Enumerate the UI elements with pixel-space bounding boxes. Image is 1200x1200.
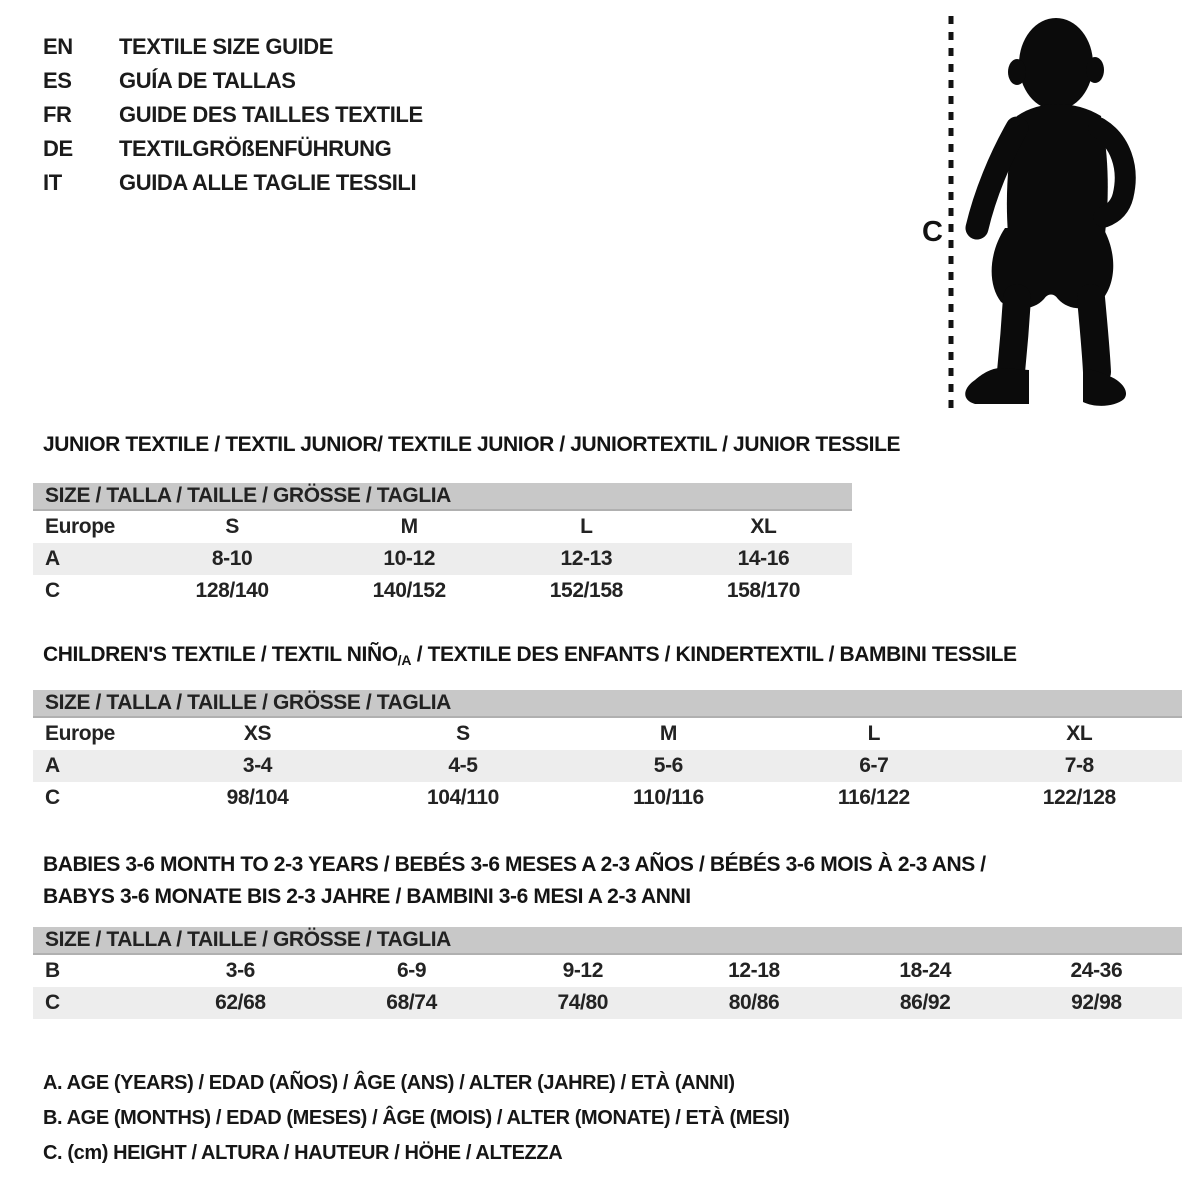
size-header-bar: SIZE / TALLA / TAILLE / GRÖSSE / TAGLIA bbox=[33, 690, 1182, 718]
months-cell: 9-12 bbox=[562, 959, 603, 982]
children-title-subscript: /A bbox=[397, 652, 412, 668]
height-cell: 116/122 bbox=[837, 786, 910, 809]
size-cell: XS bbox=[243, 722, 272, 745]
size-header-bar: SIZE / TALLA / TAILLE / GRÖSSE / TAGLIA bbox=[33, 927, 1182, 955]
size-header-bar: SIZE / TALLA / TAILLE / GRÖSSE / TAGLIA bbox=[33, 483, 852, 511]
height-cell: 62/68 bbox=[215, 991, 266, 1014]
babies-size-table bbox=[33, 927, 1182, 1019]
legend-line-a: A. AGE (YEARS) / EDAD (AÑOS) / ÂGE (ANS) / ALTER (JAHRE) / ETÀ (ANNI) bbox=[43, 1072, 735, 1094]
age-cell: 12-13 bbox=[560, 547, 613, 570]
age-cell: 14-16 bbox=[737, 547, 790, 570]
table-row bbox=[33, 750, 1182, 782]
table-row bbox=[33, 782, 1182, 814]
guide-title: TEXTILE SIZE GUIDE bbox=[119, 34, 334, 59]
language-code: EN bbox=[43, 34, 73, 59]
row-label: A bbox=[45, 754, 60, 777]
age-cell: 10-12 bbox=[383, 547, 436, 570]
junior-table bbox=[33, 511, 852, 607]
months-cell: 18-24 bbox=[899, 959, 952, 982]
table-row bbox=[33, 543, 852, 575]
babies-title-line1: BABIES 3-6 MONTH TO 2-3 YEARS / BEBÉS 3-6 MESES A 2-3 AÑOS / BÉBÉS 3-6 MOIS À 2-3 ANS / bbox=[43, 853, 986, 876]
height-cell: 110/116 bbox=[632, 786, 704, 809]
junior-section-title: JUNIOR TEXTILE / TEXTIL JUNIOR/ TEXTILE JUNIOR / JUNIORTEXTIL / JUNIOR TESSILE bbox=[43, 433, 901, 456]
table-row bbox=[33, 955, 1182, 987]
row-label: B bbox=[45, 959, 60, 982]
table-row bbox=[33, 511, 852, 543]
row-label: C bbox=[45, 786, 60, 809]
age-cell: 3-4 bbox=[242, 754, 273, 777]
guide-title: TEXTILGRÖßENFÜHRUNG bbox=[119, 136, 392, 161]
height-cell: 80/86 bbox=[728, 991, 780, 1014]
height-cell: 86/92 bbox=[899, 991, 951, 1014]
table-row bbox=[33, 575, 852, 607]
row-label: A bbox=[45, 547, 60, 570]
age-cell: 8-10 bbox=[211, 547, 253, 570]
height-cell: 104/110 bbox=[426, 786, 499, 809]
children-title-text: CHILDREN'S TEXTILE / TEXTIL NIÑO bbox=[43, 643, 398, 666]
language-row bbox=[43, 64, 423, 98]
guide-title: GUIDE DES TAILLES TEXTILE bbox=[119, 102, 423, 127]
language-row bbox=[43, 98, 423, 132]
months-cell: 12-18 bbox=[728, 959, 780, 982]
babies-table bbox=[33, 955, 1182, 1019]
age-cell: 5-6 bbox=[653, 754, 683, 777]
months-cell: 24-36 bbox=[1070, 959, 1123, 982]
babies-section-title bbox=[43, 849, 986, 913]
size-cell: S bbox=[456, 722, 470, 745]
language-row bbox=[43, 132, 423, 166]
legend-line-c: C. (cm) HEIGHT / ALTURA / HAUTEUR / HÖHE / ALTEZZA bbox=[43, 1142, 563, 1164]
row-label: C bbox=[45, 991, 60, 1014]
height-cell: 140/152 bbox=[372, 579, 446, 602]
months-cell: 6-9 bbox=[397, 959, 427, 982]
age-cell: 7-8 bbox=[1064, 754, 1094, 777]
height-cell: 152/158 bbox=[549, 579, 623, 602]
age-cell: 6-7 bbox=[859, 754, 889, 777]
children-size-table bbox=[33, 690, 1182, 814]
size-cell: L bbox=[580, 515, 593, 538]
children-section-title bbox=[43, 643, 1017, 668]
row-label: Europe bbox=[45, 515, 115, 538]
language-code: IT bbox=[43, 170, 62, 195]
size-cell: S bbox=[225, 515, 239, 538]
size-cell: XL bbox=[1066, 722, 1093, 745]
guide-title: GUÍA DE TALLAS bbox=[119, 68, 296, 93]
row-label: Europe bbox=[45, 722, 115, 745]
table-row bbox=[33, 718, 1182, 750]
height-measure-figure bbox=[905, 0, 1165, 418]
language-title-block bbox=[43, 30, 423, 200]
children-table bbox=[33, 718, 1182, 814]
height-cell: 92/98 bbox=[1071, 991, 1122, 1014]
height-cell: 68/74 bbox=[386, 991, 437, 1014]
row-label: C bbox=[45, 579, 60, 602]
height-cell: 128/140 bbox=[195, 579, 269, 602]
table-row bbox=[33, 987, 1182, 1019]
junior-size-table bbox=[33, 483, 852, 607]
children-title-text: / TEXTILE DES ENFANTS / KINDERTEXTIL / BAMBINI TESSILE bbox=[411, 643, 1017, 666]
toddler-silhouette-icon bbox=[965, 18, 1126, 406]
language-code: DE bbox=[43, 136, 73, 161]
language-row bbox=[43, 166, 423, 200]
language-code: FR bbox=[43, 102, 72, 127]
measurement-legend bbox=[43, 1066, 789, 1171]
height-measure-label: C bbox=[922, 216, 943, 248]
height-cell: 98/104 bbox=[226, 786, 289, 809]
babies-title-line2: BABYS 3-6 MONATE BIS 2-3 JAHRE / BAMBINI 3-6 MESI A 2-3 ANNI bbox=[43, 885, 691, 908]
height-cell: 74/80 bbox=[557, 991, 609, 1014]
age-cell: 4-5 bbox=[448, 754, 478, 777]
guide-title: GUIDA ALLE TAGLIE TESSILI bbox=[119, 170, 417, 195]
size-cell: M bbox=[400, 515, 418, 538]
language-row bbox=[43, 30, 423, 64]
size-cell: L bbox=[867, 722, 881, 745]
months-cell: 3-6 bbox=[225, 959, 255, 982]
size-cell: XL bbox=[750, 515, 777, 538]
height-cell: 158/170 bbox=[726, 579, 800, 602]
height-cell: 122/128 bbox=[1042, 786, 1116, 809]
size-cell: M bbox=[659, 722, 677, 745]
legend-line-b: B. AGE (MONTHS) / EDAD (MESES) / ÂGE (MOIS) / ALTER (MONATE) / ETÀ (MESI) bbox=[43, 1107, 790, 1129]
language-code: ES bbox=[43, 68, 72, 93]
